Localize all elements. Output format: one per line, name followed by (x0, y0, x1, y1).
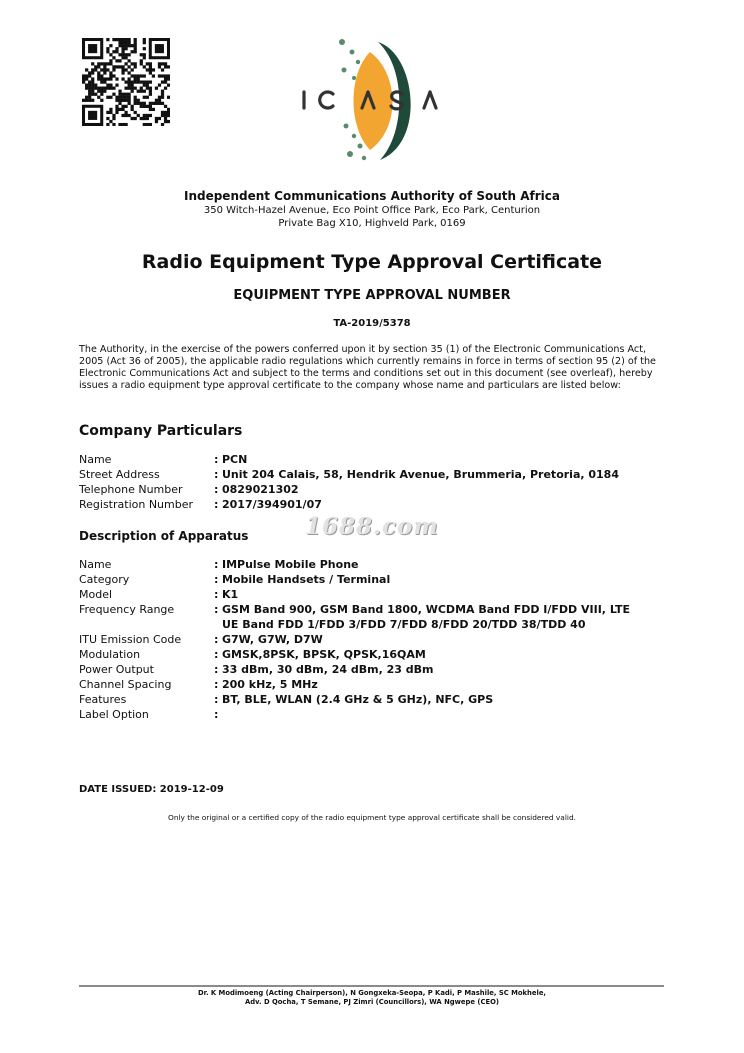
field-label: ITU Emission Code (79, 633, 182, 646)
approval-number-heading: EQUIPMENT TYPE APPROVAL NUMBER (233, 288, 511, 303)
validity-note: Only the original or a certified copy of the radio equipment type approval certificate shall be considered valid. (168, 813, 576, 822)
qr-code (82, 38, 170, 126)
certificate-title: Radio Equipment Type Approval Certificate (141, 251, 603, 273)
logo-dot (352, 134, 356, 138)
field-label: Category (79, 573, 130, 586)
field-value: 0829021302 (222, 483, 299, 496)
intro-paragraph: The Authority, in the exercise of the powers conferred upon it by section 35 (1) of the Electronic Communications Act, 2005 (Act 36 of 2005), the applicable radio regulations which currently remains in force in terms of section 95 (2) of the Electronic Communications Act and subject to the terms and conditions set out in this document (see overleaf), hereby issues a radio equipment type approval certificate to the company whose name and particulars are listed below: (79, 344, 656, 391)
org-name: Independent Communications Authority of South Africa (183, 189, 561, 203)
field-value: 33 dBm, 30 dBm, 24 dBm, 23 dBm (222, 663, 434, 676)
logo-dot (347, 151, 353, 157)
footer-councillors-line2: Adv. D Qocha, T Semane, PJ Zimri (Councillors), WA Ngwepe (CEO) (245, 998, 499, 1006)
field-value: K1 (222, 588, 239, 601)
footer-divider (79, 985, 664, 987)
date-issued: DATE ISSUED: 2019-12-09 (79, 784, 224, 795)
field-label: Channel Spacing (79, 678, 172, 691)
field-value: 200 kHz, 5 MHz (222, 678, 318, 691)
logo-dot (352, 76, 356, 80)
watermark: 1688.com (305, 513, 439, 540)
field-value: BT, BLE, WLAN (2.4 GHz & 5 GHz), NFC, GPS (222, 693, 494, 706)
logo-dot (350, 50, 355, 55)
field-value: IMPulse Mobile Phone (222, 558, 359, 571)
logo-dot (344, 124, 349, 129)
company-section-title: Company Particulars (79, 423, 243, 439)
field-value: 2017/394901/07 (222, 498, 322, 511)
field-label: Power Output (79, 663, 154, 676)
logo-dot (362, 156, 366, 160)
org-address-line2: Private Bag X10, Highveld Park, 0169 (278, 218, 466, 229)
icasa-logo (298, 32, 448, 167)
logo-dot (342, 68, 347, 73)
field-label: Registration Number (79, 498, 194, 511)
field-label: Telephone Number (79, 483, 183, 496)
field-label: Features (79, 693, 127, 706)
field-label: Modulation (79, 648, 141, 661)
field-value: PCN (222, 453, 248, 466)
field-label: Label Option (79, 708, 149, 721)
footer-councillors-line1: Dr. K Modimoeng (Acting Chairperson), N Gongxeka-Seopa, P Kadi, P Mashile, SC Mokhele, (197, 989, 547, 997)
field-value: G7W, G7W, D7W (222, 633, 323, 646)
field-value-continued: UE Band FDD 1/FDD 3/FDD 7/FDD 8/FDD 20/TDD 38/TDD 40 (222, 618, 586, 631)
logo-dot (358, 144, 363, 149)
field-label: Name (79, 558, 112, 571)
logo-dot (356, 60, 360, 64)
field-label: Street Address (79, 468, 160, 481)
org-address-line1: 350 Witch-Hazel Avenue, Eco Point Office Park, Eco Park, Centurion (203, 205, 541, 216)
apparatus-section-title: Description of Apparatus (79, 529, 249, 543)
field-value: Unit 204 Calais, 58, Hendrik Avenue, Brummeria, Pretoria, 0184 (222, 468, 619, 481)
field-value: Mobile Handsets / Terminal (222, 573, 391, 586)
field-label: Frequency Range (79, 603, 175, 616)
field-value: GSM Band 900, GSM Band 1800, WCDMA Band FDD I/FDD VIII, LTE (222, 603, 631, 616)
approval-number: TA-2019/5378 (333, 318, 411, 329)
field-value: GMSK,8PSK, BPSK, QPSK,16QAM (222, 648, 426, 661)
logo-dot (339, 39, 345, 45)
field-label: Name (79, 453, 112, 466)
field-label: Model (79, 588, 113, 601)
